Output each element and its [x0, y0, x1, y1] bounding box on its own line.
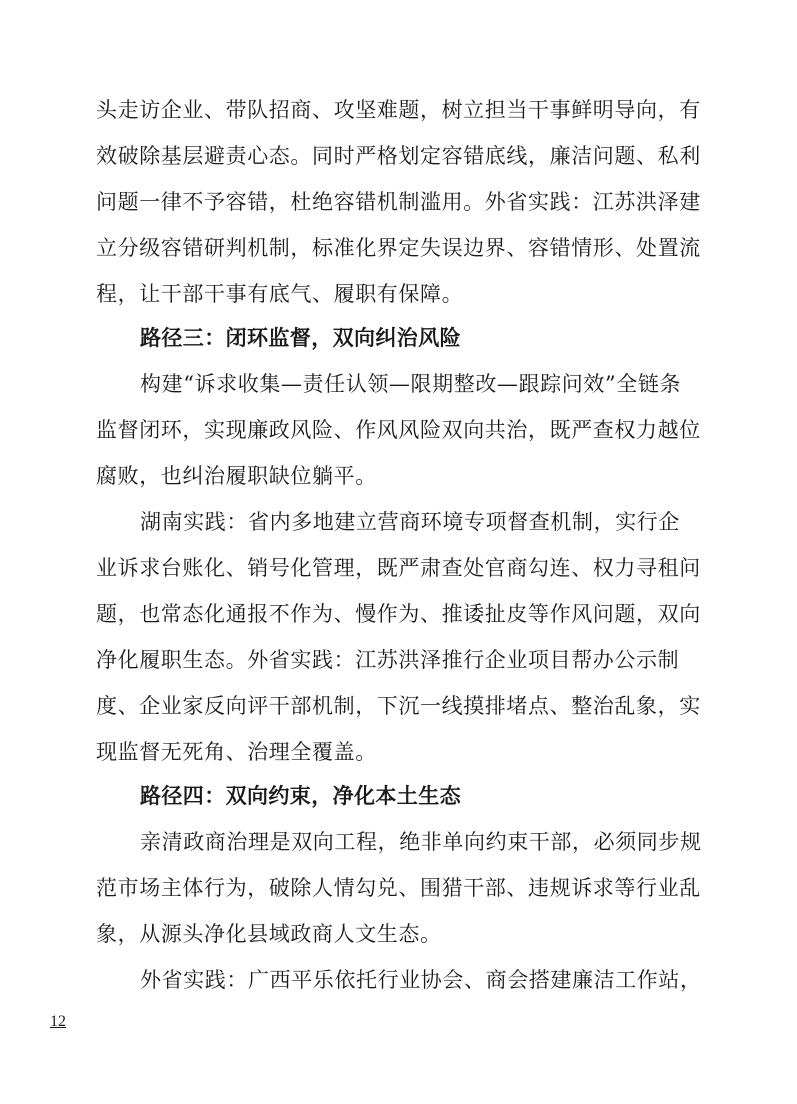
body-line: 监督闭环，实现廉政风险、作风风险双向共治，既严查权力越位	[96, 418, 701, 442]
body-line: 范市场主体行为，破除人情勾兑、围猎干部、违规诉求等行业乱	[96, 876, 701, 900]
body-line: 立分级容错研判机制，标准化界定失误边界、容错情形、处置流	[96, 236, 701, 260]
body-line: 效破除基层避责心态。同时严格划定容错底线，廉洁问题、私利	[96, 144, 701, 168]
body-line: 亲清政商治理是双向工程，绝非单向约束干部，必须同步规	[140, 830, 702, 854]
body-line: 现监督无死角、治理全覆盖。	[96, 740, 377, 764]
page-number: 12	[50, 1013, 66, 1030]
body-line: 业诉求台账化、销号化管理，既严肃查处官商勾连、权力寻租问	[96, 556, 701, 580]
body-line: 程，让干部干事有底气、履职有保障。	[96, 282, 464, 306]
body-line: 题，也常态化通报不作为、慢作为、推诿扯皮等作风问题，双向	[96, 602, 701, 626]
body-line: 度、企业家反向评干部机制，下沉一线摸排堵点、整治乱象，实	[96, 694, 701, 718]
section-heading-path-3: 路径三：闭环监督，双向纠治风险	[140, 326, 461, 350]
body-line: 构建“诉求收集—责任认领—限期整改—跟踪问效”全链条	[140, 372, 682, 396]
body-line: 问题一律不予容错，杜绝容错机制滥用。外省实践：江苏洪泽建	[96, 190, 701, 214]
body-line: 头走访企业、带队招商、攻坚难题，树立担当干事鲜明导向，有	[96, 98, 701, 122]
body-line: 净化履职生态。外省实践：江苏洪泽推行企业项目帮办公示制	[96, 648, 680, 672]
body-line: 象，从源头净化县域政商人文生态。	[96, 922, 442, 946]
section-heading-path-4: 路径四：双向约束，净化本土生态	[140, 784, 461, 808]
body-line: 湖南实践：省内多地建立营商环境专项督查机制，实行企	[140, 510, 680, 534]
body-line: 外省实践：广西平乐依托行业协会、商会搭建廉洁工作站，	[140, 968, 702, 992]
body-line: 腐败，也纠治履职缺位躺平。	[96, 464, 377, 488]
